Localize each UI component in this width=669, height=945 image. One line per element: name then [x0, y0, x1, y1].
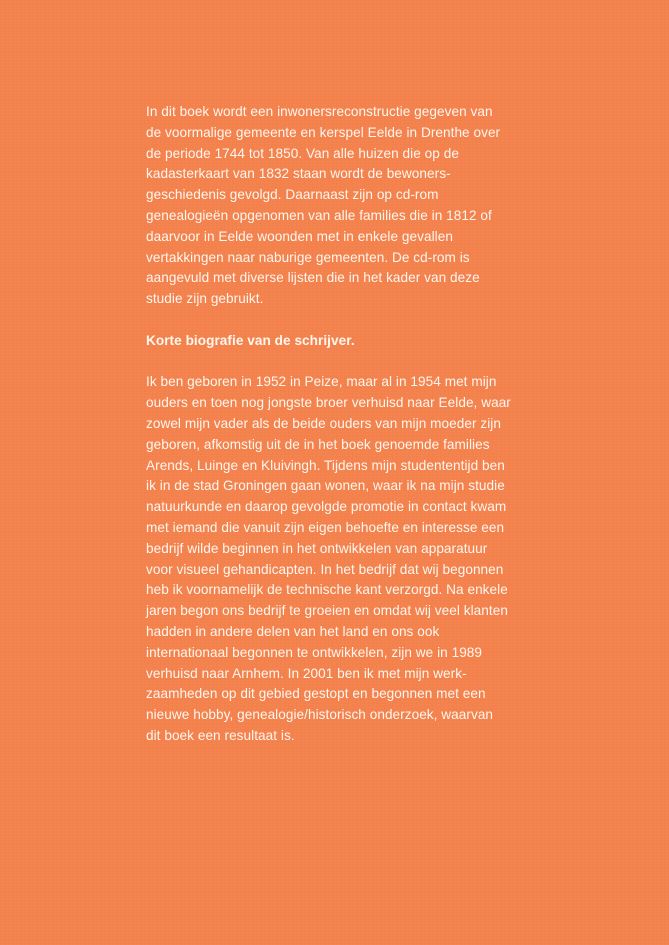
biography-line: heb ik voornamelijk de technische kant verzorgd. Na enkele	[146, 582, 508, 598]
biography-line: met iemand die vanuit zijn eigen behoefte en interesse een	[146, 519, 505, 535]
text-block	[146, 102, 576, 747]
biography-line: jaren begon ons bedrijf te groeien en omdat wij veel klanten	[146, 603, 508, 619]
biography-line: zaamheden op dit gebied gestopt en begonnen met een	[146, 686, 486, 702]
biography-line: verhuisd naar Arnhem. In 2001 ben ik met mijn werk-	[146, 665, 467, 681]
intro-line: studie zijn gebruikt.	[146, 291, 264, 307]
intro-line: geschiedenis gevolgd. Daarnaast zijn op cd-rom	[146, 187, 439, 203]
biography-line: hadden in andere delen van het land en ons ook	[146, 623, 440, 639]
intro-line: aangevuld met diverse lijsten die in het kader van deze	[146, 270, 480, 286]
biography-line: Ik ben geboren in 1952 in Peize, maar al in 1954 met mijn	[146, 374, 497, 390]
biography-paragraph	[146, 372, 576, 746]
intro-line: daarvoor in Eelde woonden met in enkele gevallen	[146, 228, 453, 244]
biography-heading: Korte biografie van de schrijver.	[146, 332, 355, 348]
biography-line: zowel mijn vader als de beide ouders van mijn moeder zijn	[146, 415, 501, 431]
biography-line: dit boek een resultaat is.	[146, 727, 295, 743]
intro-line: In dit boek wordt een inwonersreconstructie gegeven van	[146, 104, 493, 119]
intro-line: de voormalige gemeente en kerspel Eelde in Drenthe over	[146, 124, 501, 140]
intro-paragraph	[146, 102, 576, 310]
biography-line: ik in de stad Groningen gaan wonen, waar ik na mijn studie	[146, 478, 505, 494]
intro-line: vertakkingen naar naburige gemeenten. De cd-rom is	[146, 249, 470, 265]
biography-line: voor visueel gehandicapten. In het bedrijf dat wij begonnen	[146, 561, 504, 577]
intro-line: genealogieën opgenomen van alle families die in 1812 of	[146, 207, 492, 223]
biography-line: Arends, Luinge en Kluivingh. Tijdens mijn studententijd ben	[146, 457, 505, 473]
biography-line: geboren, afkomstig uit de in het boek genoemde families	[146, 436, 490, 452]
biography-line: bedrijf wilde beginnen in het ontwikkelen van apparatuur	[146, 540, 488, 556]
intro-line: de periode 1744 tot 1850. Van alle huizen die op de	[146, 145, 459, 161]
biography-line: internationaal begonnen te ontwikkelen, zijn we in 1989	[146, 644, 483, 660]
biography-line: nieuwe hobby, genealogie/historisch onderzoek, waarvan	[146, 707, 494, 723]
biography-line: natuurkunde en daarop gevolgde promotie in contact kwam	[146, 499, 507, 515]
biography-line: ouders en toen nog jongste broer verhuisd naar Eelde, waar	[146, 395, 511, 411]
intro-line: kadasterkaart van 1832 staan wordt de bewoners-	[146, 166, 451, 182]
